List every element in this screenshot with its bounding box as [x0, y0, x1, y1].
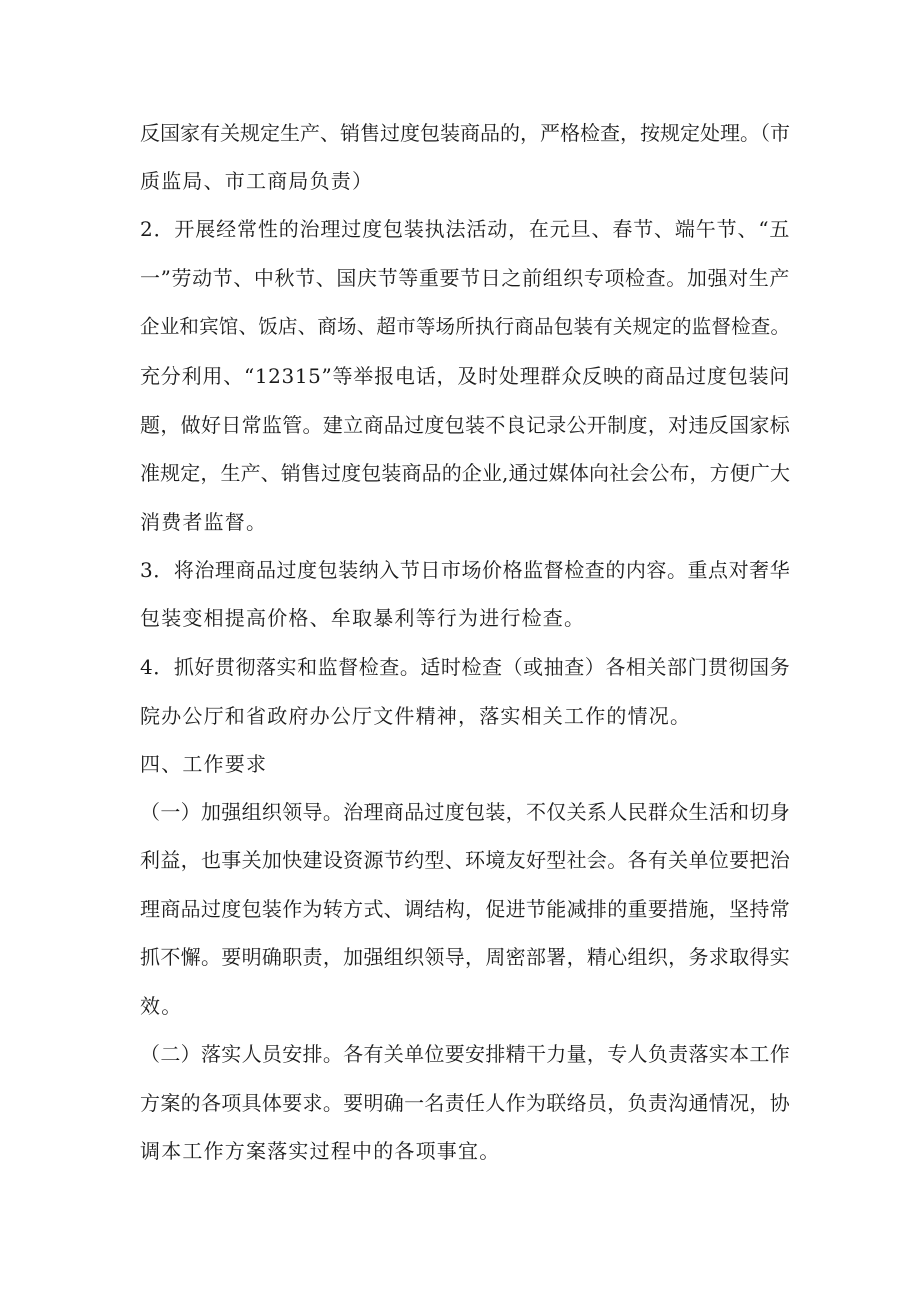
- paragraph-line: （一）加强组织领导。治理商品过度包装，不仅关系人民群众生活和切身: [140, 800, 790, 824]
- paragraph-line: 方案的各项具体要求。要明确一名责任人作为联络员，负责沟通情况，协: [140, 1091, 790, 1115]
- paragraph-line: 一”劳动节、中秋节、国庆节等重要节日之前组织专项检查。加强对生产: [140, 266, 790, 290]
- paragraph-line: 3．将治理商品过度包装纳入节日市场价格监督检查的内容。重点对奢华: [140, 558, 790, 582]
- paragraph-line: 充分利用、“12315”等举报电话，及时处理群众反映的商品过度包装问: [140, 364, 790, 388]
- paragraph-line: 院办公厅和省政府办公厅文件精神，落实相关工作的情况。: [140, 704, 692, 728]
- section-heading: 四、工作要求: [140, 752, 268, 776]
- paragraph-line: 质监局、市工商局负责）: [140, 169, 374, 193]
- paragraph-line: 准规定，生产、销售过度包装商品的企业,通过媒体向社会公布，方便广大: [140, 461, 790, 485]
- paragraph-line: 题，做好日常监管。建立商品过度包装不良记录公开制度，对违反国家标: [140, 413, 790, 437]
- paragraph-line: （二）落实人员安排。各有关单位要安排精干力量，专人负责落实本工作: [140, 1042, 790, 1066]
- paragraph-line: 4．抓好贯彻落实和监督检查。适时检查（或抽查）各相关部门贯彻国务: [140, 655, 790, 679]
- paragraph-line: 理商品过度包装作为转方式、调结构，促进节能减排的重要措施，坚持常: [140, 897, 790, 921]
- paragraph-line: 调本工作方案落实过程中的各项事宜。: [140, 1139, 501, 1163]
- paragraph-line: 效。: [140, 994, 183, 1018]
- paragraph-line: 2．开展经常性的治理过度包装执法活动，在元旦、春节、端午节、“五: [140, 217, 790, 241]
- paragraph-line: 包装变相提高价格、牟取暴利等行为进行检查。: [140, 606, 586, 630]
- paragraph-line: 企业和宾馆、饭店、商场、超市等场所执行商品包装有关规定的监督检查。: [140, 315, 790, 338]
- paragraph-line: 抓不懈。要明确职责，加强组织领导，周密部署，精心组织，务求取得实: [140, 945, 790, 969]
- paragraph-line: 反国家有关规定生产、销售过度包装商品的，严格检查，按规定处理。（市: [140, 121, 790, 145]
- paragraph-line: 消费者监督。: [140, 510, 268, 534]
- paragraph-line: 利益，也事关加快建设资源节约型、环境友好型社会。各有关单位要把治: [140, 848, 790, 872]
